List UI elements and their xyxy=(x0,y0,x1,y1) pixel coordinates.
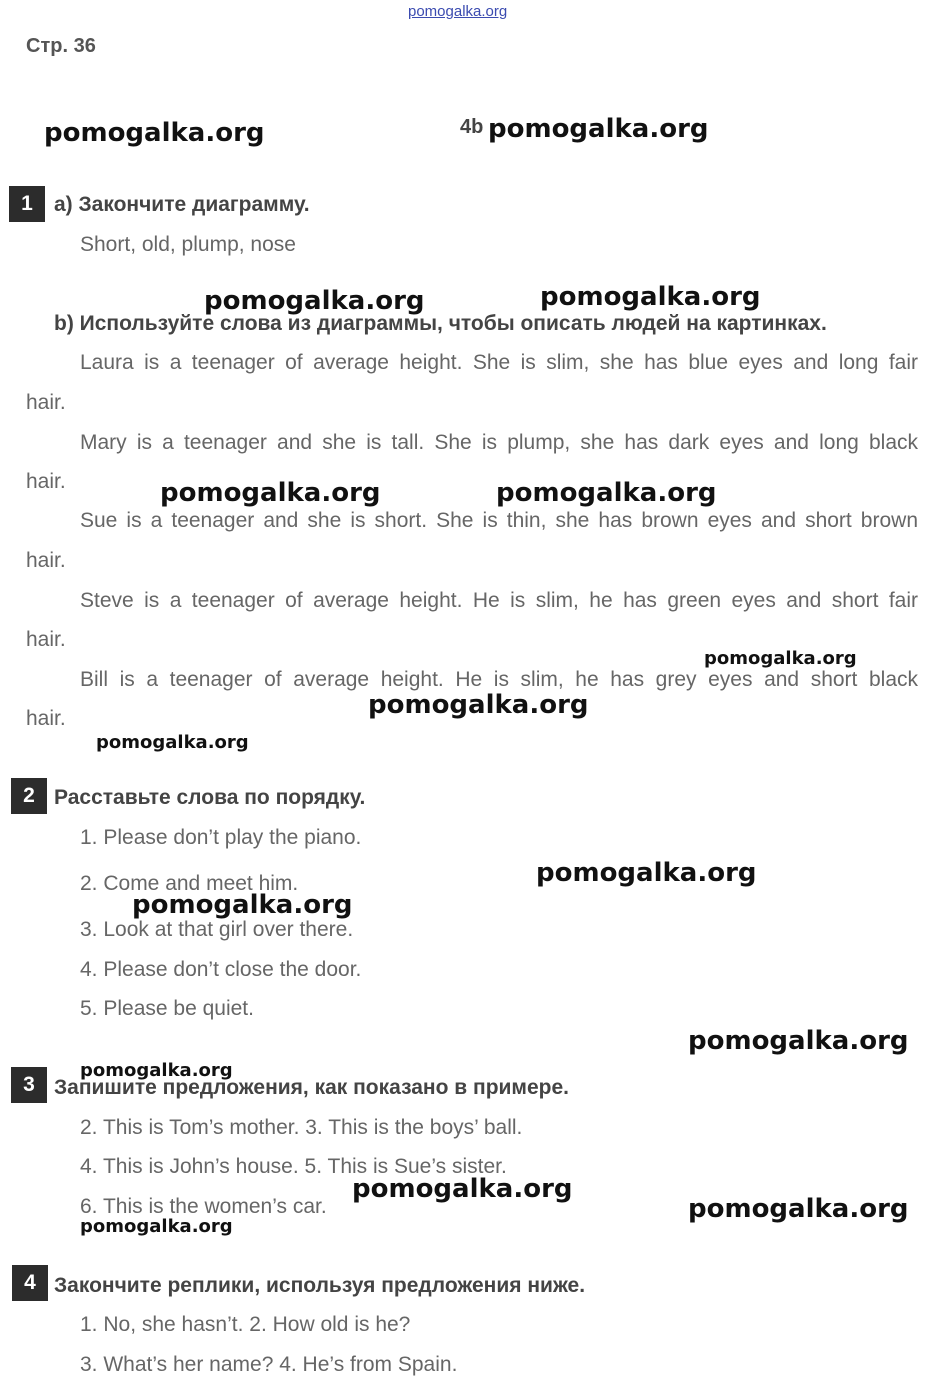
watermark: pomogalka.org xyxy=(368,690,589,720)
task-3-line: 2. This is Tom’s mother. 3. This is the boys’ ball. xyxy=(80,1116,523,1139)
task-4-line: 3. What’s her name? 4. He’s from Spain. xyxy=(80,1353,458,1376)
watermark: pomogalka.org xyxy=(352,1174,573,1204)
watermark: pomogalka.org xyxy=(96,732,249,753)
watermark: pomogalka.org xyxy=(540,282,761,312)
task-1b-title: b) Используйте слова из диаграммы, чтобы описать людей на картинках. xyxy=(54,312,827,335)
task-3-line: 6. This is the women’s car. xyxy=(80,1195,327,1218)
task-1a-title: a) Закончите диаграмму. xyxy=(54,193,310,216)
unit-tag: 4b xyxy=(460,116,484,138)
watermark: pomogalka.org xyxy=(688,1194,909,1224)
task-4-line: 1. No, she hasn’t. 2. How old is he? xyxy=(80,1313,411,1336)
task-2-line: 1. Please don’t play the piano. xyxy=(80,826,362,849)
task-2-title: Расставьте слова по порядку. xyxy=(54,786,366,809)
task-3-line: 4. This is John’s house. 5. This is Sue’s sister. xyxy=(80,1155,507,1178)
task-3-title: Запишите предложения, как показано в примере. xyxy=(54,1076,569,1099)
task-1a-answer: Short, old, plump, nose xyxy=(80,233,296,256)
task-2-line: 4. Please don’t close the door. xyxy=(80,958,362,981)
paragraph-mary-line1: Mary is a teenager and she is tall. She is plump, she has dark eyes and long black xyxy=(80,431,918,454)
paragraph-laura-line1: Laura is a teenager of average height. She is slim, she has blue eyes and long fair xyxy=(80,351,918,374)
watermark: pomogalka.org xyxy=(496,478,717,508)
task-2-line: 2. Come and meet him. xyxy=(80,872,299,895)
watermark: pomogalka.org xyxy=(132,890,353,920)
task-number-4: 4 xyxy=(12,1265,48,1301)
watermark: pomogalka.org xyxy=(44,118,265,148)
watermark: pomogalka.org xyxy=(160,478,381,508)
paragraph-mary-line2: hair. xyxy=(26,470,66,493)
task-4-title: Закончите реплики, используя предложения ниже. xyxy=(54,1274,586,1297)
paragraph-steve-line2: hair. xyxy=(26,628,66,651)
watermark: pomogalka.org xyxy=(80,1216,233,1237)
watermark: pomogalka.org xyxy=(204,286,425,316)
watermark: pomogalka.org xyxy=(688,1026,909,1056)
page-label: Стр. 36 xyxy=(26,35,96,57)
paragraph-sue-line2: hair. xyxy=(26,549,66,572)
watermark: pomogalka.org xyxy=(704,648,857,669)
paragraph-laura-line2: hair. xyxy=(26,391,66,414)
task-number-3: 3 xyxy=(11,1067,47,1103)
paragraph-bill-line1: Bill is a teenager of average height. He is slim, he has grey eyes and short black xyxy=(80,668,918,691)
task-number-2: 2 xyxy=(11,778,47,814)
paragraph-sue-line1: Sue is a teenager and she is short. She is thin, she has brown eyes and short brown xyxy=(80,509,918,532)
paragraph-bill-line2: hair. xyxy=(26,707,66,730)
task-2-line: 5. Please be quiet. xyxy=(80,997,254,1020)
paragraph-steve-line1: Steve is a teenager of average height. He is slim, he has green eyes and short fair xyxy=(80,589,918,612)
top-watermark-link[interactable]: pomogalka.org xyxy=(408,3,508,20)
task-number-1: 1 xyxy=(9,186,45,222)
watermark: pomogalka.org xyxy=(488,114,709,144)
watermark: pomogalka.org xyxy=(80,1060,233,1081)
task-2-line: 3. Look at that girl over there. xyxy=(80,918,354,941)
watermark: pomogalka.org xyxy=(536,858,757,888)
